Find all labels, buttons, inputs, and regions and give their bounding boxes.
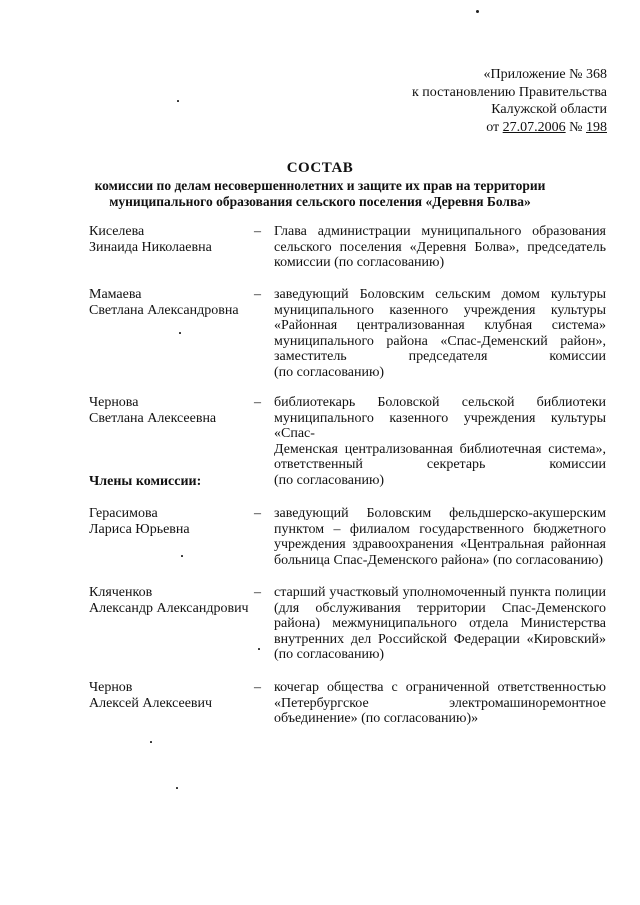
document-subtitle-line-2: муниципального образования сельского поселения «Деревня Болва»: [109, 194, 531, 209]
position-line: муниципального казенного учреждения культуры: [274, 302, 606, 318]
member-given-name: Алексей Алексеевич: [89, 695, 213, 711]
member-surname: Киселева: [89, 224, 145, 239]
position-line: заведующий Боловским сельским домом культуры: [274, 287, 606, 302]
dash-separator: –: [254, 680, 261, 695]
position-line: сельского поселения «Деревня Болва», председатель: [274, 239, 606, 255]
member-given-name: Зинаида Николаевна: [89, 239, 212, 255]
position-line: «Районная централизованная клубная система»: [274, 318, 606, 334]
member-surname: Чернова: [89, 395, 139, 410]
scan-speck: [150, 741, 152, 743]
member-name: [89, 680, 259, 711]
document-title: СОСТАВ: [286, 160, 354, 176]
appendix-date-line: [412, 119, 607, 137]
scan-speck: [177, 100, 179, 102]
scan-speck: [258, 648, 260, 650]
position-line: муниципального района «Спас-Деменский район»,: [274, 333, 606, 349]
dash-separator: –: [254, 395, 261, 410]
member-surname: Герасимова: [89, 506, 158, 521]
appendix-region: Калужской области: [491, 102, 607, 117]
position-line: объединение» (по согласованию)»: [274, 711, 479, 727]
members-heading: Члены комиссии:: [89, 474, 202, 489]
scan-speck: [181, 555, 183, 557]
member-given-name: Александр Александрович: [89, 600, 249, 616]
member-position: [274, 224, 606, 271]
member-position: [274, 395, 606, 489]
position-line: района) межмуниципального отдела Министерства: [274, 616, 606, 632]
dash-separator: –: [254, 585, 261, 600]
position-line: Глава администрации муниципального образования: [274, 224, 606, 239]
member-surname: Мамаева: [89, 287, 142, 302]
member-given-name: Лариса Юрьевна: [89, 521, 190, 537]
scan-speck: [176, 787, 178, 789]
position-line: (по согласованию): [274, 647, 385, 663]
dash-separator: –: [254, 506, 261, 521]
position-line: внутренних дел Российской Федерации «Кировский»: [274, 631, 606, 647]
position-line: старший участковый уполномоченный пункта полиции: [274, 585, 606, 600]
scan-speck: [179, 332, 181, 334]
document-subtitle-line-1: комиссии по делам несовершеннолетних и защите их прав на территории: [94, 178, 546, 193]
resolution-date: 27.07.2006: [502, 119, 566, 135]
position-line: библиотекарь Боловской сельской библиотеки: [274, 395, 606, 410]
position-line: (по согласованию): [274, 472, 385, 488]
member-position: [274, 506, 606, 568]
position-line: пунктом – филиалом государственного бюджетного: [274, 521, 606, 537]
appendix-resolution: к постановлению Правительства: [411, 84, 607, 100]
position-line: «Петербургское электромашиноремонтное: [274, 695, 606, 711]
position-line: (по согласованию): [274, 364, 385, 380]
dash-separator: –: [254, 287, 261, 302]
position-line: комиссии (по согласованию): [274, 255, 445, 271]
member-position: [274, 287, 606, 381]
member-name: [89, 224, 259, 255]
position-line: (для обслуживания территории Спас-Деменского: [274, 600, 606, 616]
member-position: [274, 680, 606, 727]
number-sign: №: [565, 119, 586, 135]
member-given-name: Светлана Александровна: [89, 302, 239, 318]
position-line: заведующий Боловским фельдшерско-акушерским: [274, 506, 606, 521]
position-line: больница Спас-Деменского района» (по согласованию): [274, 552, 604, 568]
member-name: [89, 506, 259, 537]
position-line: кочегар общества с ограниченной ответственностью: [274, 680, 606, 695]
date-prefix: от: [486, 119, 503, 135]
position-line: заместитель председателя комиссии: [274, 349, 606, 365]
resolution-number: 198: [586, 119, 607, 135]
member-surname: Чернов: [89, 680, 133, 695]
appendix-header: [412, 66, 607, 136]
member-surname: Кляченков: [89, 585, 153, 600]
member-position: [274, 585, 606, 663]
position-line: учреждения здравоохранения «Центральная районная: [274, 537, 606, 553]
position-line: Деменская централизованная библиотечная система»,: [274, 441, 606, 457]
member-given-name: Светлана Алексеевна: [89, 410, 217, 426]
appendix-number: «Приложение № 368: [483, 67, 607, 82]
position-line: ответственный секретарь комиссии: [274, 457, 606, 473]
member-name: [89, 395, 259, 426]
dash-separator: –: [254, 224, 261, 239]
scan-speck: [476, 10, 479, 13]
position-line: муниципального казенного учреждения культуры «Спас-: [274, 410, 606, 442]
member-name: [89, 585, 259, 616]
member-name: [89, 287, 259, 318]
